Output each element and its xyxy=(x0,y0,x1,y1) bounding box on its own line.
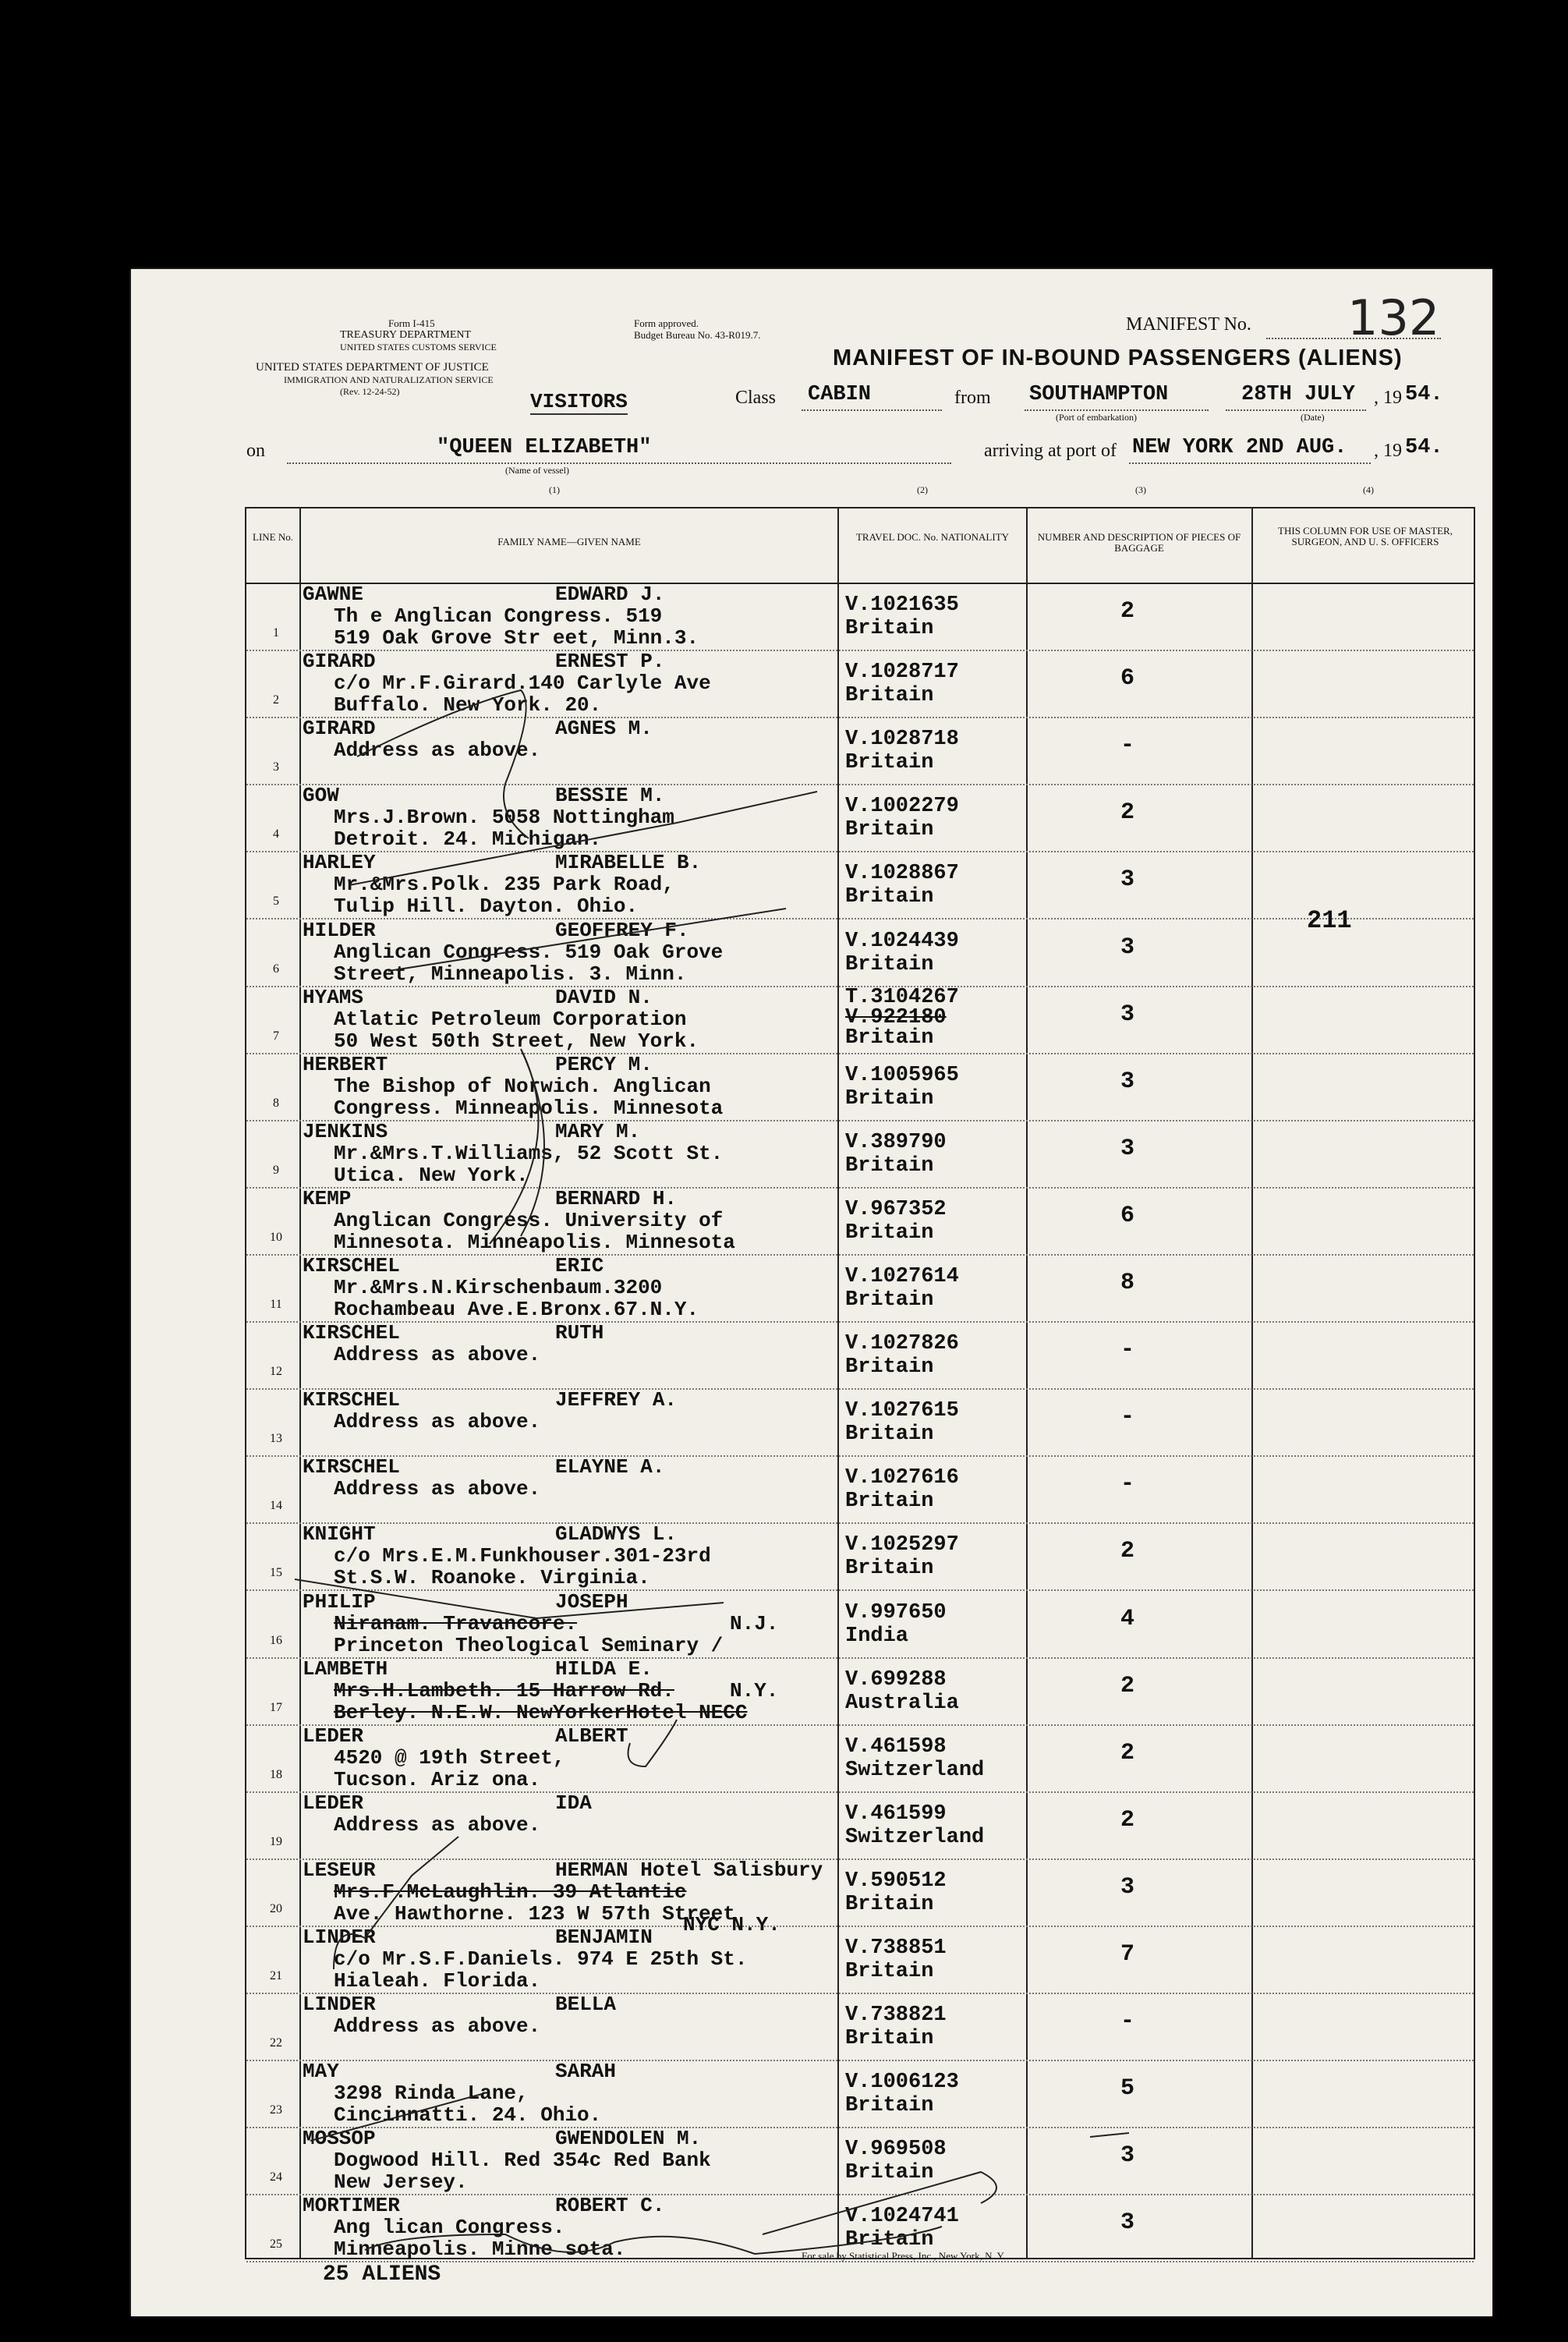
address-line-1: c/o Mr.F.Girard.140 Carlyle Ave xyxy=(334,671,711,696)
address-line-1: Address as above. xyxy=(334,2014,541,2039)
travel-doc-number: V.997650 xyxy=(845,1600,947,1625)
travel-doc-struck: V.922180 xyxy=(845,1005,947,1029)
line-number: 21 xyxy=(270,1969,282,1982)
address-line-2: Buffalo. New York. 20. xyxy=(334,693,602,717)
family-name: HARLEY xyxy=(303,851,376,875)
given-name: BENJAMIN xyxy=(555,1926,653,1949)
table-row xyxy=(246,1590,1474,1659)
travel-doc-number: V.1024439 xyxy=(845,929,959,953)
travel-doc-number: V.1002279 xyxy=(845,795,959,819)
header-baggage: NUMBER AND DESCRIPTION OF PIECES OF BAGGAGE xyxy=(1037,531,1241,554)
baggage-count: 3 xyxy=(1120,2209,1134,2237)
table-row xyxy=(246,1724,1474,1793)
nationality: Britain xyxy=(845,1490,934,1514)
given-name: PERCY M. xyxy=(555,1052,653,1076)
baggage-count: 8 xyxy=(1120,1270,1134,1296)
from-line xyxy=(1025,409,1209,411)
family-name: LEDER xyxy=(303,1724,364,1748)
baggage-count: 2 xyxy=(1120,598,1134,625)
address-line-2: Berley. N.E.W. NewYorkerHotel NECC xyxy=(334,1700,748,1724)
baggage-count: 3 xyxy=(1120,866,1134,894)
class-label: Class xyxy=(735,388,777,408)
family-name: KIRSCHEL xyxy=(303,1388,400,1412)
given-name: BERNARD H. xyxy=(555,1186,678,1210)
table-row xyxy=(246,583,1474,651)
given-name: MARY M. xyxy=(555,1119,641,1143)
line-number: 24 xyxy=(270,2170,282,2184)
header-travel-doc: TRAVEL DOC. No. NATIONALITY xyxy=(855,531,1010,543)
header-name: FAMILY NAME—GIVEN NAME xyxy=(497,536,641,547)
baggage-count: 2 xyxy=(1120,1538,1134,1565)
class-line xyxy=(802,409,942,411)
address-line-2: Cincinnatti. 24. Ohio. xyxy=(334,2103,602,2128)
travel-doc-number: V.1028717 xyxy=(845,661,959,685)
travel-doc-number: V.738821 xyxy=(845,2004,947,2028)
line-number: 10 xyxy=(270,1230,282,1244)
nationality: Britain xyxy=(845,1960,934,1983)
address-line-2: Detroit. 24. Michigan. xyxy=(334,827,602,852)
family-name: LEDER xyxy=(303,1791,364,1815)
line-number: 1 xyxy=(273,626,279,640)
nationality: Britain xyxy=(845,1423,934,1447)
family-name: KIRSCHEL xyxy=(303,1455,400,1479)
date-value: 28TH JULY xyxy=(1241,383,1355,406)
arrival-line xyxy=(1129,462,1371,464)
travel-doc-number: V.1027614 xyxy=(845,1265,959,1288)
table-row xyxy=(246,1120,1474,1189)
family-name: JENKINS xyxy=(303,1119,388,1143)
baggage-count: 6 xyxy=(1120,665,1134,693)
baggage-count: 3 xyxy=(1120,1135,1134,1162)
address-line-2: Tulip Hill. Dayton. Ohio. xyxy=(334,895,639,919)
column-marker: (4) xyxy=(1363,484,1374,495)
nationality: Britain xyxy=(845,1557,934,1581)
given-name: IDA xyxy=(555,1791,592,1815)
family-name: KEMP xyxy=(303,1186,352,1210)
line-number: 7 xyxy=(273,1029,279,1043)
family-name: MORTIMER xyxy=(303,2194,400,2218)
nationality: Britain xyxy=(845,952,934,976)
family-name: MAY xyxy=(303,2060,339,2084)
address-line-1: Address as above. xyxy=(334,1812,541,1837)
address-line-2: Minnesota. Minneapolis. Minnesota xyxy=(334,1230,735,1254)
nationality: Britain xyxy=(845,751,934,775)
baggage-count: 2 xyxy=(1120,1806,1134,1834)
nationality: Britain xyxy=(845,1892,934,1916)
nationality: Switzerland xyxy=(845,1825,985,1849)
baggage-count: 3 xyxy=(1120,1068,1134,1095)
address-line-2: Tucson. Ariz ona. xyxy=(334,1767,541,1791)
table-row xyxy=(246,717,1474,785)
table-row xyxy=(246,1388,1474,1457)
table-row xyxy=(246,650,1474,718)
line-number: 9 xyxy=(273,1163,279,1177)
travel-doc-number: V.1005965 xyxy=(845,1063,959,1087)
address-line-2: Street, Minneapolis. 3. Minn. xyxy=(334,962,687,986)
nationality: Britain xyxy=(845,1026,934,1050)
from-value: SOUTHAMPTON xyxy=(1029,383,1169,406)
line-number: 15 xyxy=(270,1566,282,1580)
family-name: HERBERT xyxy=(303,1052,388,1076)
address-line-1: Address as above. xyxy=(334,1477,541,1501)
baggage-count: 2 xyxy=(1120,1672,1134,1699)
baggage-count: - xyxy=(1120,1471,1134,1498)
line-number: 11 xyxy=(270,1298,282,1311)
travel-doc-number: V.1027826 xyxy=(845,1332,959,1356)
nationality: Britain xyxy=(845,2027,934,2051)
line-number: 3 xyxy=(273,760,279,774)
column-marker: (3) xyxy=(1135,484,1146,495)
table-row xyxy=(246,1858,1474,1936)
nationality: Britain xyxy=(845,1086,934,1111)
table-row xyxy=(246,2127,1474,2195)
given-name: ERNEST P. xyxy=(555,650,665,674)
address-line-1: Atlatic Petroleum Corporation xyxy=(334,1007,687,1031)
nationality: Britain xyxy=(845,1221,934,1245)
line-number: 14 xyxy=(270,1499,282,1513)
table-header xyxy=(246,508,1474,584)
address-line-1: c/o Mrs.E.M.Funkhouser.301-23rd xyxy=(334,1544,711,1568)
line-number: 18 xyxy=(270,1767,282,1781)
family-name: LINDER xyxy=(303,1926,376,1949)
table-row xyxy=(246,1455,1474,1524)
given-name: HERMAN Hotel Salisbury xyxy=(555,1858,823,1882)
table-row xyxy=(246,784,1474,852)
customs-service: UNITED STATES CUSTOMS SERVICE xyxy=(340,342,497,353)
baggage-count: 3 xyxy=(1120,934,1134,961)
on-label: on xyxy=(246,441,265,461)
line-number: 8 xyxy=(273,1096,279,1110)
table-row xyxy=(246,851,1474,919)
given-name: JOSEPH xyxy=(555,1589,628,1614)
given-name: ELAYNE A. xyxy=(555,1455,665,1479)
line-number: 17 xyxy=(270,1700,282,1714)
manifest-page xyxy=(131,269,1492,2316)
address-line-2: Minneapolis. Minne sota. xyxy=(334,2237,626,2262)
manifest-line xyxy=(1266,338,1441,339)
table-row xyxy=(246,1254,1474,1323)
given-name: GLADWYS L. xyxy=(555,1522,678,1547)
given-name: BELLA xyxy=(555,1993,617,2017)
travel-doc-number: V.1006123 xyxy=(845,2071,959,2095)
visitors-label: VISITORS xyxy=(530,390,628,413)
baggage-count: 4 xyxy=(1120,1605,1134,1632)
line-number: 6 xyxy=(273,962,279,976)
nationality: Britain xyxy=(845,617,934,640)
address-line-2: 519 Oak Grove Str eet, Minn.3. xyxy=(334,626,699,650)
form-number: Form I-415 xyxy=(388,317,435,329)
address-line-1: Anglican Congress. 519 Oak Grove xyxy=(334,940,724,964)
given-name: GWENDOLEN M. xyxy=(555,2127,702,2151)
family-name: GOW xyxy=(303,784,339,808)
address-line-1: 4520 @ 19th Street, xyxy=(334,1745,565,1770)
address-line-1: Mrs.F.McLaughlin. 39 Atlantic xyxy=(334,1880,687,1904)
nationality: Switzerland xyxy=(845,1758,985,1782)
address-line-1: The Bishop of Norwich. Anglican xyxy=(334,1074,711,1098)
table-row xyxy=(246,1053,1474,1121)
baggage-count: 3 xyxy=(1120,2142,1134,2170)
family-name: KIRSCHEL xyxy=(303,1321,400,1345)
table-row xyxy=(246,1993,1474,2061)
address-line-1: Mr.&Mrs.T.Williams, 52 Scott St. xyxy=(334,1141,724,1165)
given-name: DAVID N. xyxy=(555,985,653,1009)
family-name: HYAMS xyxy=(303,985,364,1009)
line-number: 19 xyxy=(270,1834,282,1848)
line-number: 4 xyxy=(273,827,279,841)
family-name: GAWNE xyxy=(303,583,364,606)
table-row xyxy=(246,1522,1474,1591)
given-name: SARAH xyxy=(555,2060,617,2084)
travel-doc-number: V.1025297 xyxy=(845,1533,959,1557)
from-label: from xyxy=(954,388,991,408)
travel-doc-number: T.3104267 xyxy=(845,985,959,1009)
given-name: RUTH xyxy=(555,1321,604,1345)
table-row xyxy=(246,1791,1474,1860)
address-extra: N.J. xyxy=(730,1611,779,1635)
header-officers: THIS COLUMN FOR USE OF MASTER, SURGEON, AND U. S. OFFICERS xyxy=(1278,525,1453,547)
budget-bureau: Budget Bureau No. 43-R019.7. xyxy=(634,329,761,341)
travel-doc-number: V.590512 xyxy=(845,1869,947,1893)
address-line-1: Niranam. Travancore. xyxy=(334,1611,578,1635)
column-marker: (1) xyxy=(549,484,560,495)
nationality: Britain xyxy=(845,2094,934,2118)
year-label-2: , 19 xyxy=(1374,441,1402,461)
nationality: Britain xyxy=(845,1288,934,1312)
baggage-count: 6 xyxy=(1120,1202,1134,1229)
date-caption: (Date) xyxy=(1301,412,1325,423)
travel-doc-number: V.1028718 xyxy=(845,728,959,752)
table-row xyxy=(246,1321,1474,1390)
date-line xyxy=(1226,409,1366,411)
travel-doc-number: V.389790 xyxy=(845,1130,947,1154)
line-number: 22 xyxy=(270,2036,282,2050)
column-marker: (2) xyxy=(917,484,928,495)
address-line-2: Ave. Hawthorne. 123 W 57th Street xyxy=(334,1901,735,1926)
nationality: India xyxy=(845,1624,909,1648)
year-value-2: 54. xyxy=(1405,436,1443,459)
address-line-1: Ang lican Congress. xyxy=(334,2216,565,2240)
nationality: Britain xyxy=(845,684,934,708)
address-line-1: Mr.&Mrs.Polk. 235 Park Road, xyxy=(334,873,674,897)
baggage-count: 2 xyxy=(1120,799,1134,827)
address-line-1: Address as above. xyxy=(334,1410,541,1434)
total-aliens: 25 ALIENS xyxy=(323,2262,441,2287)
baggage-count: 5 xyxy=(1120,2075,1134,2103)
given-name: ROBERT C. xyxy=(555,2194,665,2218)
travel-doc-number: V.1027615 xyxy=(845,1399,959,1423)
address-line-1: Mrs.H.Lambeth. 15 Harrow Rd. xyxy=(334,1678,674,1702)
year-label-1: , 19 xyxy=(1374,388,1402,408)
table-row xyxy=(246,1657,1474,1726)
given-name: HILDA E. xyxy=(555,1656,653,1681)
table-row xyxy=(246,919,1474,987)
address-line-1: Mr.&Mrs.N.Kirschenbaum.3200 xyxy=(334,1276,663,1299)
address-line-1: Dogwood Hill. Red 354c Red Bank xyxy=(334,2149,711,2173)
baggage-count: - xyxy=(1120,732,1134,760)
given-name: BESSIE M. xyxy=(555,784,665,808)
address-line-1: Th e Anglican Congress. 519 xyxy=(334,604,663,628)
line-number: 2 xyxy=(273,693,279,707)
address-extra: NYC N.Y. xyxy=(683,1912,780,1936)
address-line-2: St.S.W. Roanoke. Virginia. xyxy=(334,1566,650,1590)
travel-doc-number: V.461598 xyxy=(845,1734,947,1759)
address-line-2: Hialeah. Florida. xyxy=(334,1969,541,1993)
form-approved: Form approved. xyxy=(634,317,699,329)
given-name: EDWARD J. xyxy=(555,583,665,606)
travel-doc-number: V.461599 xyxy=(845,1802,947,1826)
travel-doc-number: V.1024741 xyxy=(845,2205,959,2229)
travel-doc-number: V.1027616 xyxy=(845,1466,959,1490)
table-row xyxy=(246,1187,1474,1256)
doj: UNITED STATES DEPARTMENT OF JUSTICE xyxy=(256,361,489,374)
address-line-1: Anglican Congress. University of xyxy=(334,1208,724,1232)
vessel-caption: (Name of vessel) xyxy=(505,465,569,476)
manifest-number: 132 xyxy=(1347,289,1440,346)
address-line-2: Utica. New York. xyxy=(334,1163,529,1187)
line-number: 16 xyxy=(270,1633,282,1647)
vessel-name: "QUEEN ELIZABETH" xyxy=(437,436,652,459)
family-name: MOSSOP xyxy=(303,2127,376,2151)
line-number: 23 xyxy=(270,2103,282,2117)
port-caption: (Port of embarkation) xyxy=(1056,412,1137,423)
line-number: 5 xyxy=(273,895,279,909)
address-extra: N.Y. xyxy=(730,1678,779,1702)
treasury-department: TREASURY DEPARTMENT xyxy=(340,329,472,341)
line-number: 12 xyxy=(270,1365,282,1379)
arriving-label: arriving at port of xyxy=(984,441,1117,461)
line-number: 20 xyxy=(270,1901,282,1915)
given-name: ALBERT xyxy=(555,1724,628,1748)
page-title: MANIFEST OF IN-BOUND PASSENGERS (ALIENS) xyxy=(833,345,1403,370)
family-name: PHILIP xyxy=(303,1589,376,1614)
given-name: ERIC xyxy=(555,1254,604,1277)
manifest-label: MANIFEST No. xyxy=(1126,314,1251,335)
family-name: GIRARD xyxy=(303,717,376,741)
class-value: CABIN xyxy=(808,383,872,406)
table-row xyxy=(246,2060,1474,2128)
nationality: Britain xyxy=(845,818,934,842)
address-line-2: Congress. Minneapolis. Minnesota xyxy=(334,1096,724,1120)
baggage-count: - xyxy=(1120,2008,1134,2036)
family-name: LESEUR xyxy=(303,1858,376,1882)
family-name: KNIGHT xyxy=(303,1522,376,1547)
nationality: Britain xyxy=(845,1153,934,1178)
family-name: GIRARD xyxy=(303,650,376,674)
baggage-count: - xyxy=(1120,1404,1134,1431)
nationality: Britain xyxy=(845,1355,934,1380)
officer-note-number: 211 xyxy=(1307,906,1352,935)
nationality: Britain xyxy=(845,885,934,909)
table-body xyxy=(246,583,1474,2262)
family-name: LINDER xyxy=(303,1993,376,2017)
table-row xyxy=(246,986,1474,1054)
family-name: KIRSCHEL xyxy=(303,1254,400,1277)
baggage-count: 2 xyxy=(1120,1739,1134,1766)
baggage-count: - xyxy=(1120,1337,1134,1364)
given-name: JEFFREY A. xyxy=(555,1388,678,1412)
vessel-line xyxy=(287,462,951,464)
travel-doc-number: V.967352 xyxy=(845,1197,947,1221)
given-name: AGNES M. xyxy=(555,717,653,741)
revision: (Rev. 12-24-52) xyxy=(340,386,400,397)
table-row xyxy=(246,1926,1474,1994)
arrival-value: NEW YORK 2ND AUG. xyxy=(1132,436,1347,459)
nationality: Britain xyxy=(845,2161,934,2185)
family-name: LAMBETH xyxy=(303,1656,388,1681)
travel-doc-number: V.699288 xyxy=(845,1667,947,1692)
printer-credit: For sale by Statistical Press, Inc., New York, N. Y. xyxy=(802,2250,1006,2262)
travel-doc-number: V.1021635 xyxy=(845,593,959,617)
passenger-table xyxy=(245,507,1475,2262)
travel-doc-number: V.969508 xyxy=(845,2138,947,2162)
address-line-2: Rochambeau Ave.E.Bronx.67.N.Y. xyxy=(334,1298,699,1321)
line-number: 13 xyxy=(270,1432,282,1446)
address-line-1: 3298 Rinda Lane, xyxy=(334,2082,529,2106)
family-name: HILDER xyxy=(303,918,376,942)
baggage-count: 3 xyxy=(1120,1001,1134,1028)
line-number: 25 xyxy=(270,2237,282,2252)
baggage-count: 3 xyxy=(1120,1873,1134,1901)
address-line-2: New Jersey. xyxy=(334,2170,468,2195)
address-line-1: Address as above. xyxy=(334,1343,541,1367)
given-name: MIRABELLE B. xyxy=(555,851,702,875)
ins: IMMIGRATION AND NATURALIZATION SERVICE xyxy=(284,374,494,385)
address-line-1: Address as above. xyxy=(334,739,541,763)
baggage-count: 7 xyxy=(1120,1941,1134,1968)
nationality: Britain xyxy=(845,2228,934,2252)
travel-doc-number: V.738851 xyxy=(845,1936,947,1960)
header-line-no: LINE No. xyxy=(253,531,293,543)
address-line-1: c/o Mr.S.F.Daniels. 974 E 25th St. xyxy=(334,1947,748,1971)
address-line-2: Princeton Theological Seminary / xyxy=(334,1633,724,1657)
given-name: GEOFFREY F. xyxy=(555,918,689,942)
year-value-1: 54. xyxy=(1405,383,1443,406)
address-line-2: 50 West 50th Street, New York. xyxy=(334,1029,699,1053)
travel-doc-number: V.1028867 xyxy=(845,862,959,886)
address-line-1: Mrs.J.Brown. 5058 Nottingham xyxy=(334,806,674,830)
nationality: Australia xyxy=(845,1691,959,1715)
